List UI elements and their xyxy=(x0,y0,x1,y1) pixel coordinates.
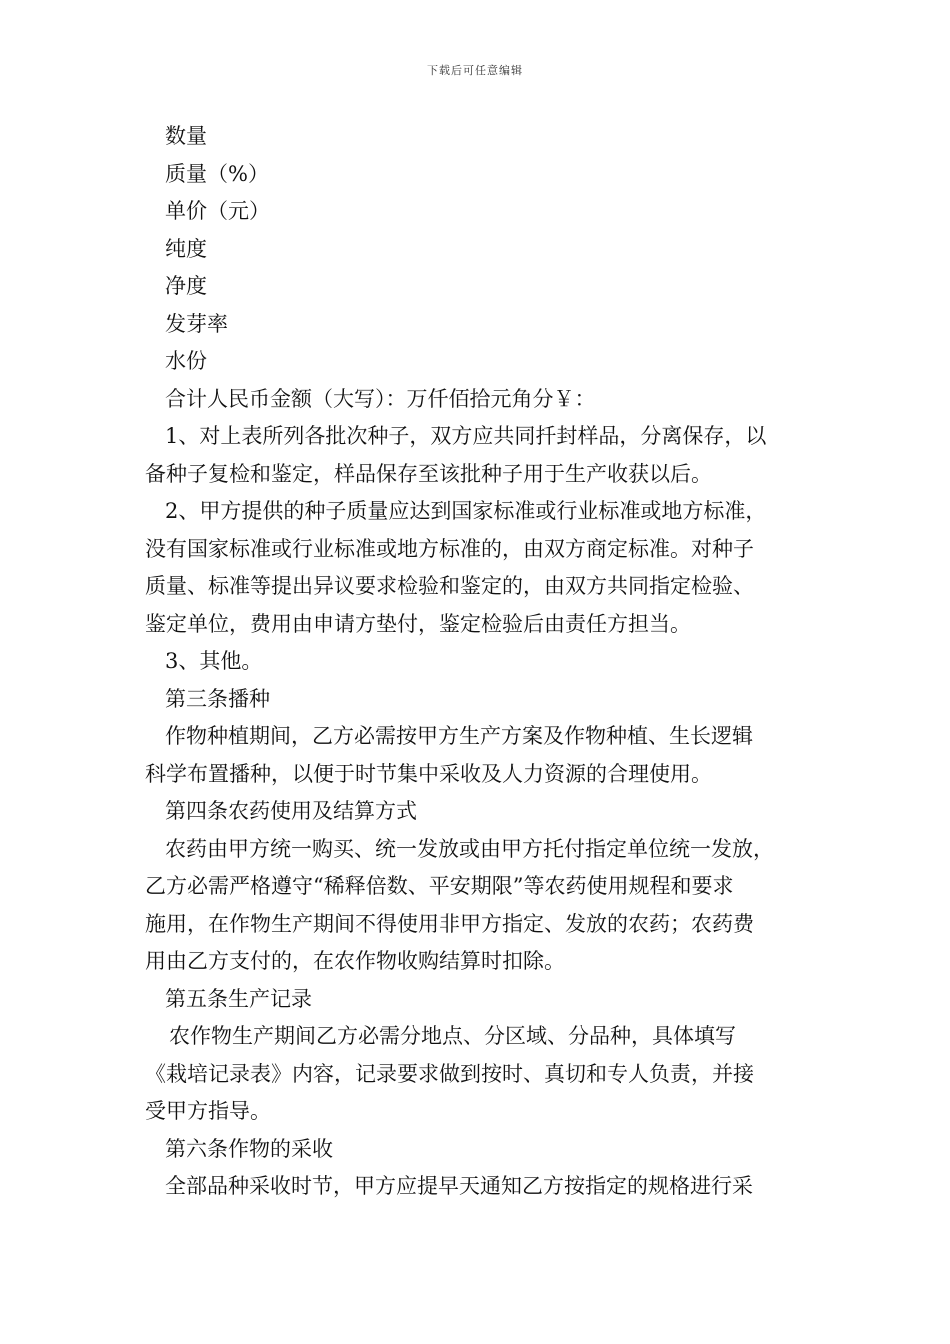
text-line: 第五条生产记录 xyxy=(165,986,312,1011)
text-line: 乙方必需严格遵守“稀释倍数、平安期限”等农药使用规程和要求 xyxy=(145,874,734,898)
text-line: 质量（%） xyxy=(165,161,269,186)
document-body xyxy=(145,118,810,1206)
text-line: 发芽率 xyxy=(165,311,228,336)
text-line: 《栽培记录表》内容，记录要求做到按时、真切和专人负责，并接 xyxy=(145,1061,754,1086)
text-line: 没有国家标准或行业标准或地方标准的，由双方商定标准。对种子 xyxy=(145,536,754,561)
text-line: 用由乙方支付的，在农作物收购结算时扣除。 xyxy=(145,949,565,973)
page-header: 下载后可任意编辑 xyxy=(427,64,523,77)
text-line: 鉴定单位，费用由申请方垫付，鉴定检验后由责任方担当。 xyxy=(145,611,691,636)
text-line: 单价（元） xyxy=(165,199,270,223)
text-line: 施用，在作物生产期间不得使用非甲方指定、发放的农药；农药费 xyxy=(145,911,754,936)
text-line: 水份 xyxy=(165,349,207,373)
text-line: 备种子复检和鉴定，样品保存至该批种子用于生产收获以后。 xyxy=(145,461,712,486)
text-line: 第六条作物的采收 xyxy=(165,1136,333,1161)
text-line: 质量、标准等提出异议要求检验和鉴定的，由双方共同指定检验、 xyxy=(145,574,754,598)
text-line: 合计人民币金额（大写）：万仟佰拾元角分￥： xyxy=(165,386,596,411)
text-line: 纯度 xyxy=(165,236,207,261)
text-line: 作物种植期间，乙方必需按甲方生产方案及作物种植、生长逻辑 xyxy=(165,724,753,748)
text-line: 数量 xyxy=(165,124,207,148)
text-line: 全部品种采收时节，甲方应提早天通知乙方按指定的规格进行采 xyxy=(165,1174,753,1198)
text-line: 科学布置播种，以便于时节集中采收及人力资源的合理使用。 xyxy=(145,761,712,786)
text-line: 3、其他。 xyxy=(165,649,263,673)
text-line: 第三条播种 xyxy=(165,686,270,711)
text-line: 农作物生产期间乙方必需分地点、分区域、分品种，具体填写 xyxy=(169,1024,736,1048)
text-line: 2、甲方提供的种子质量应达到国家标准或行业标准或地方标准， xyxy=(165,499,767,523)
text-line: 1、对上表所列各批次种子，双方应共同扦封样品，分离保存，以 xyxy=(165,424,767,448)
text-line: 第四条农药使用及结算方式 xyxy=(165,799,417,823)
text-line: 农药由甲方统一购买、统一发放或由甲方托付指定单位统一发放， xyxy=(165,836,774,861)
text-line: 净度 xyxy=(165,274,207,298)
text-line: 受甲方指导。 xyxy=(145,1099,271,1123)
